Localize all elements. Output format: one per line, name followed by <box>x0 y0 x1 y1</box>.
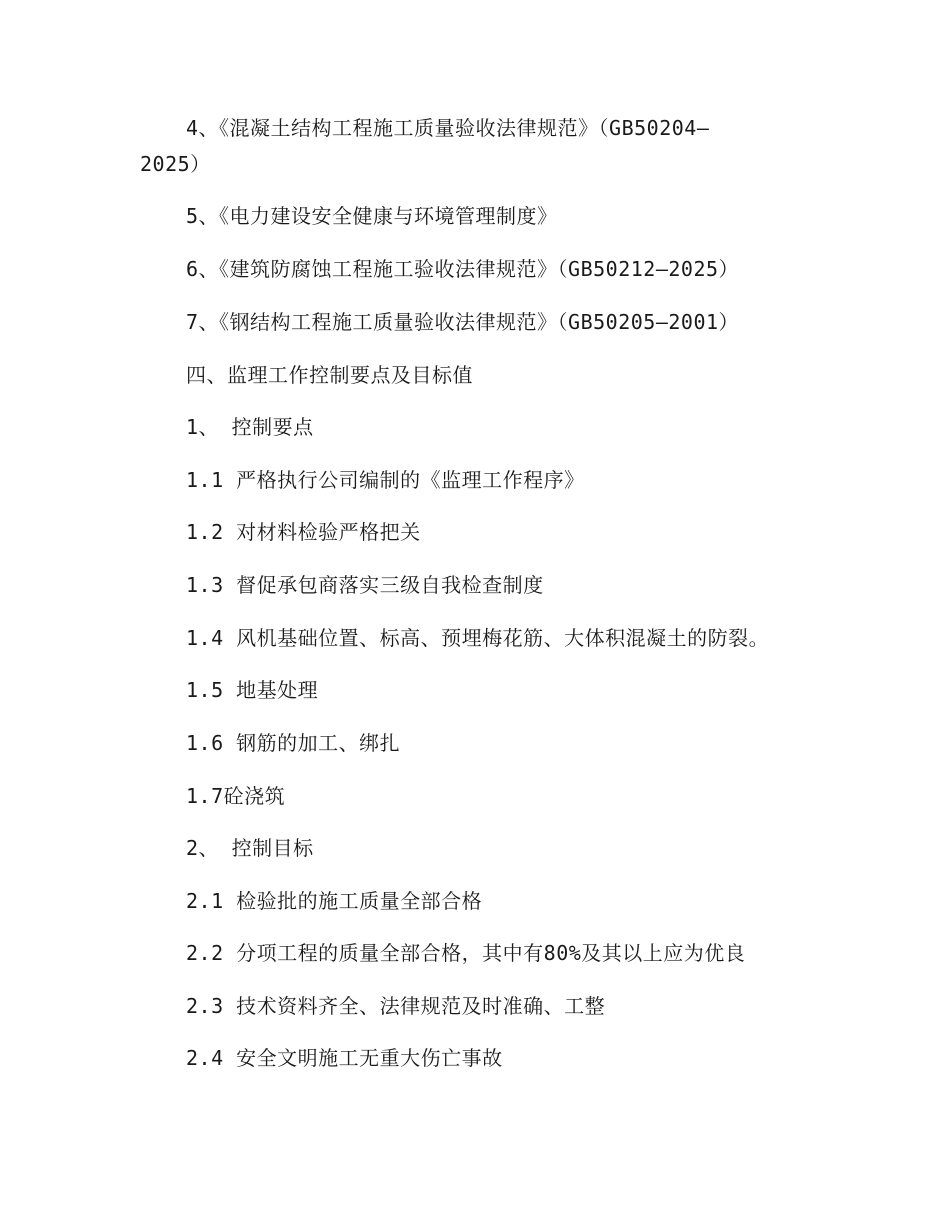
control-target-2-4: 2.4 安全文明施工无重大伤亡事故 <box>186 1046 503 1070</box>
control-target-2-1: 2.1 检验批的施工质量全部合格 <box>186 889 483 913</box>
control-target-2-2: 2.2 分项工程的质量全部合格，其中有80%及其以上应为优良 <box>186 941 746 965</box>
control-point-1-1: 1.1 严格执行公司编制的《监理工作程序》 <box>186 468 585 492</box>
subsection-control-points: 1、 控制要点 <box>186 415 314 439</box>
control-point-1-2: 1.2 对材料检验严格把关 <box>186 520 421 544</box>
subsection-control-targets: 2、 控制目标 <box>186 836 314 860</box>
control-point-1-3: 1.3 督促承包商落实三级自我检查制度 <box>186 573 544 597</box>
control-point-1-5: 1.5 地基处理 <box>186 678 319 702</box>
control-target-2-3: 2.3 技术资料齐全、法律规范及时准确、工整 <box>186 994 606 1018</box>
reference-item-4: 4、《混凝土结构工程施工质量验收法律规范》（GB50204— <box>186 116 710 140</box>
control-point-1-7: 1.7砼浇筑 <box>186 784 286 808</box>
section-heading: 四、监理工作控制要点及目标值 <box>186 363 473 387</box>
reference-item-6: 6、《建筑防腐蚀工程施工验收法律规范》（GB50212—2025） <box>186 257 740 281</box>
control-point-1-6: 1.6 钢筋的加工、绑扎 <box>186 731 401 755</box>
control-point-1-4: 1.4 风机基础位置、标高、预埋梅花筋、大体积混凝土的防裂。 <box>186 626 770 650</box>
reference-item-5: 5、《电力建设安全健康与环境管理制度》 <box>186 204 558 228</box>
reference-item-7: 7、《钢结构工程施工质量验收法律规范》（GB50205—2001） <box>186 310 740 334</box>
reference-item-4-continuation: 2025） <box>140 152 211 176</box>
